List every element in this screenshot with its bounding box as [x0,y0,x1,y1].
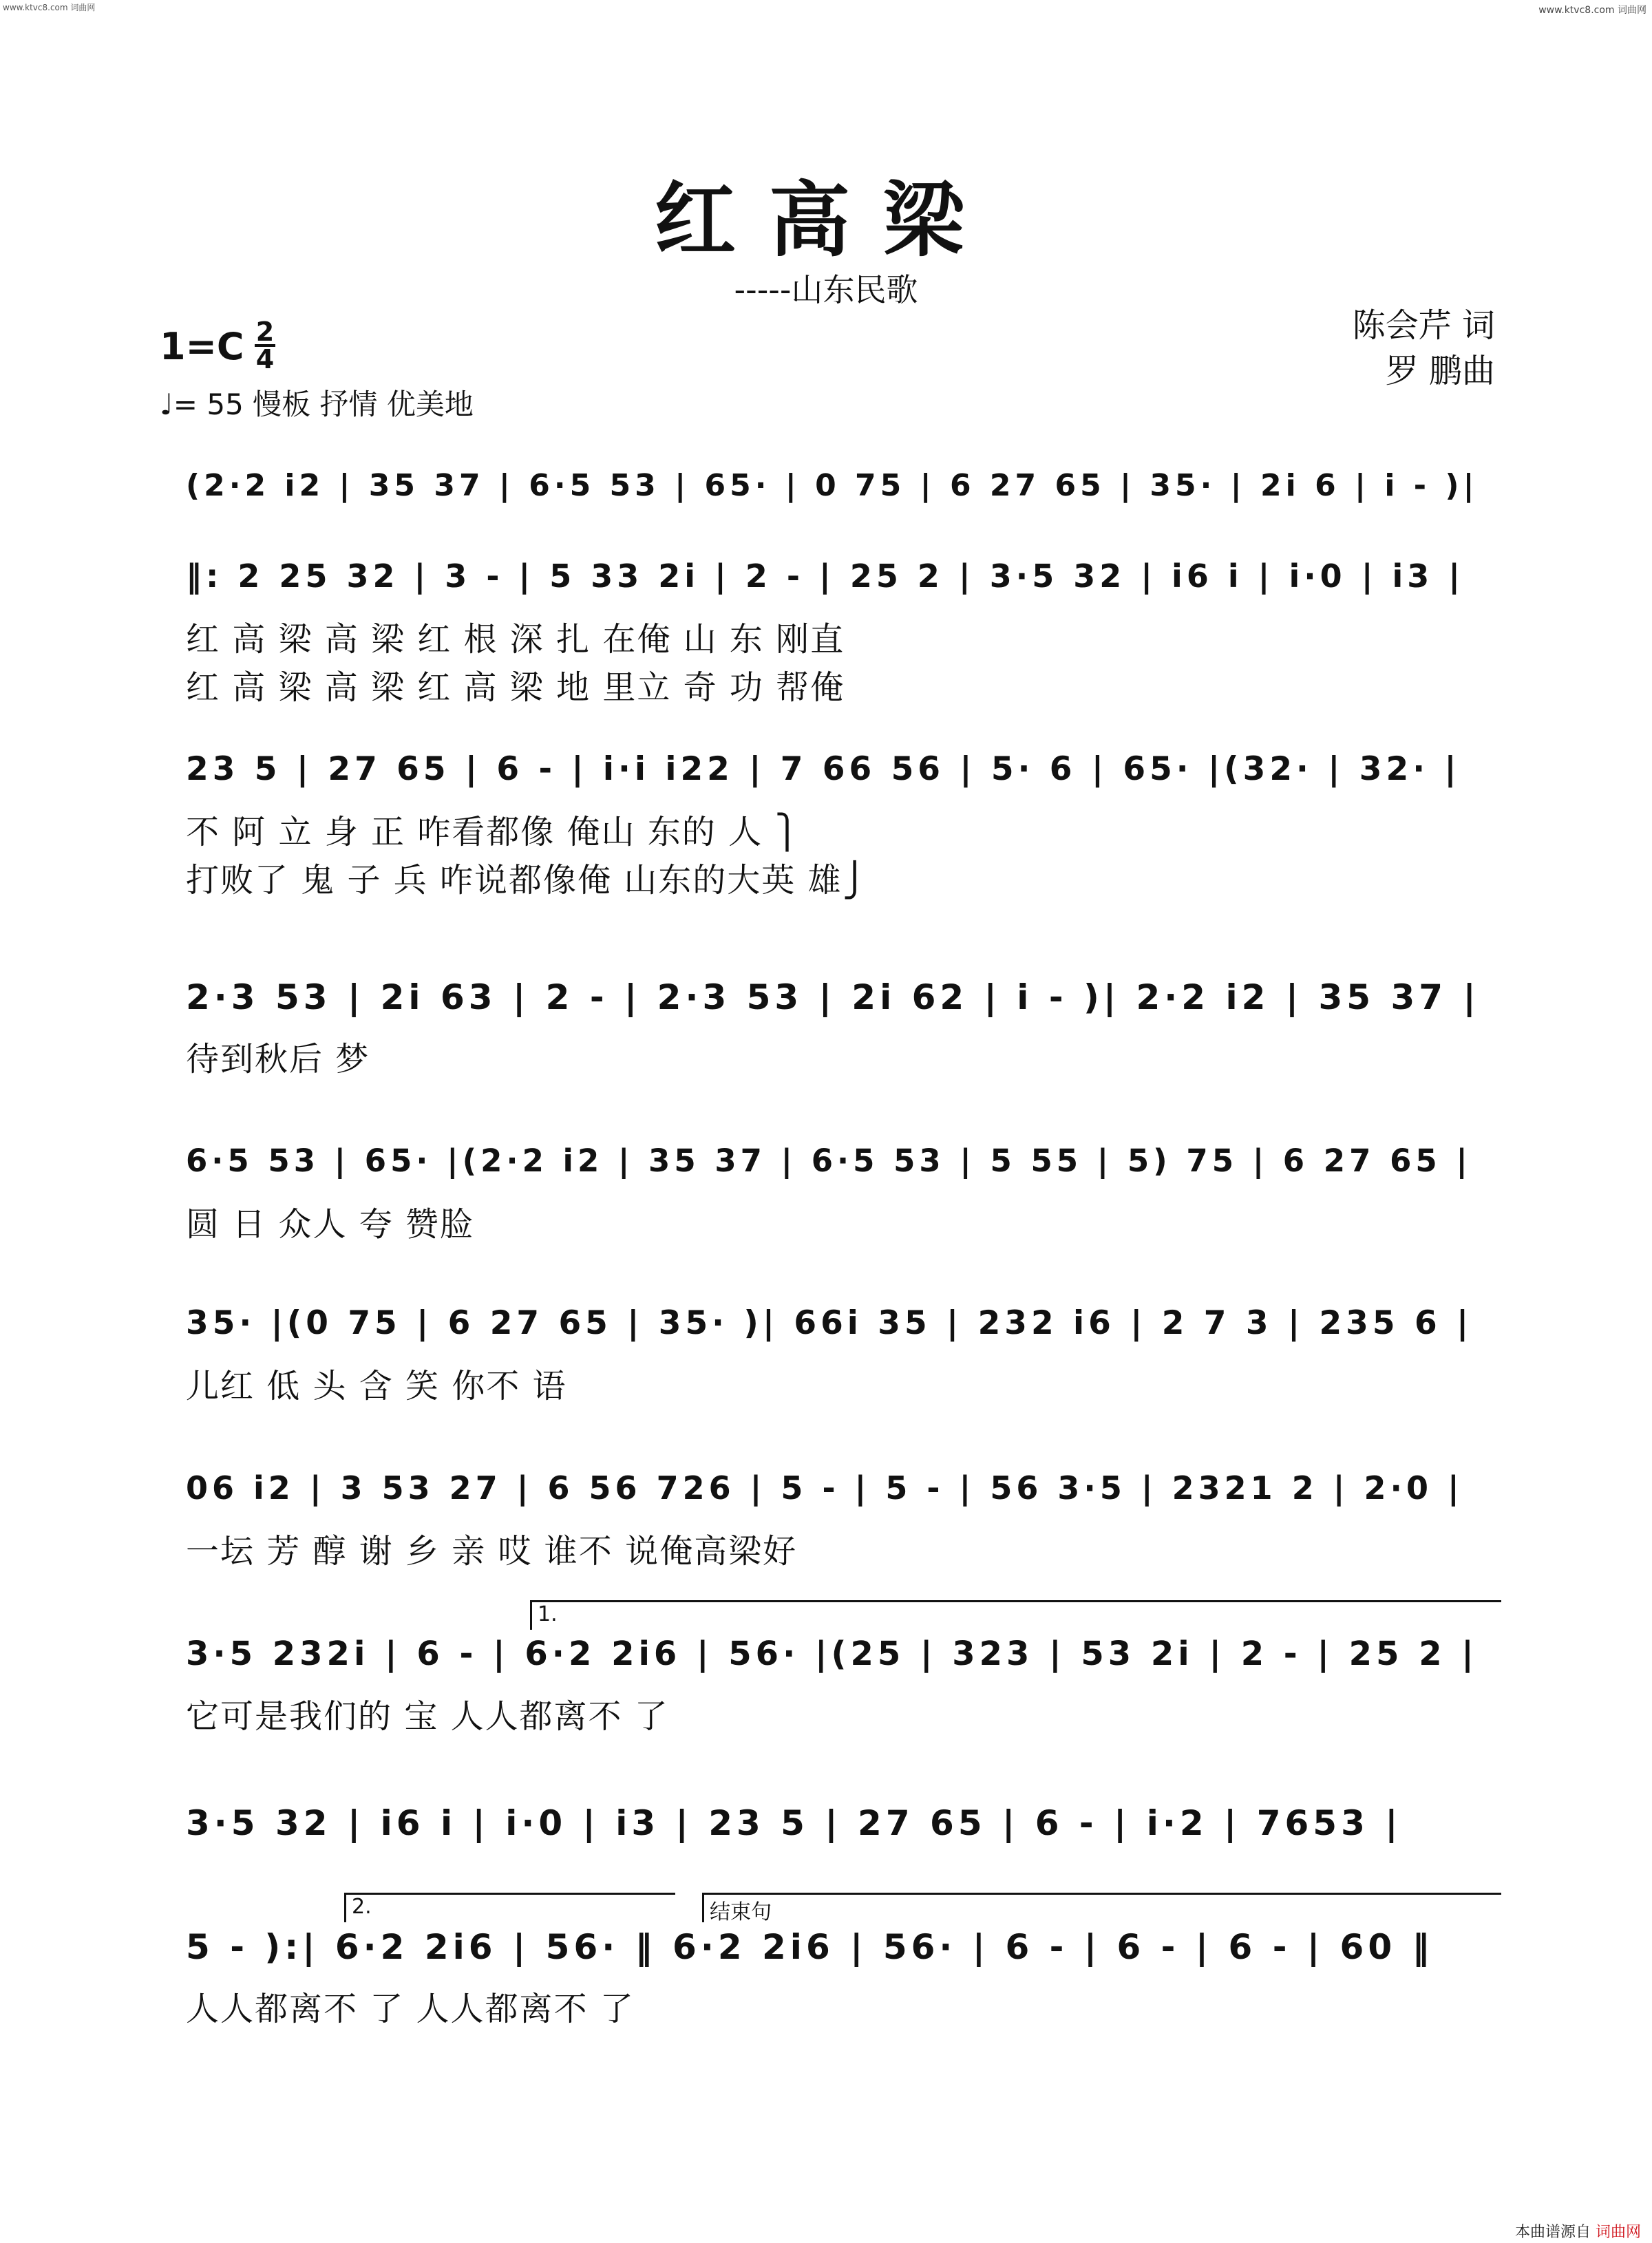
notation-line: (2·2 i2 | 35 37 | 6·5 53 | 65· | 0 75 | 6 27 65 | 35· | 2i 6 | i - )| [186,468,1479,503]
lyric-line: 打败了 鬼 子 兵 咋说都像俺 山东的大英 雄⎭ [186,861,869,900]
lyric-line: 它可是我们的 宝 人人都离不 了 [186,1697,669,1736]
time-signature-bottom: 4 [255,344,275,374]
key-signature: 1=C [160,325,244,368]
lyric-line: 儿红 低 头 含 笑 你不 语 [186,1367,567,1405]
site-watermark-left: www.ktvc8.com 词曲网 [3,3,96,12]
notation-line: 2·3 53 | 2i 63 | 2 - | 2·3 53 | 2i 62 | i - )| 2·2 i2 | 35 37 | [186,977,1480,1017]
volta-bracket: 1. [530,1600,1501,1630]
footer-source [1515,2220,1641,2242]
time-signature-top: 2 [255,317,275,347]
credits [1353,303,1495,394]
notation-line: 23 5 | 27 65 | 6 - | i·i i22 | 7 66 56 | 5· 6 | 65· |(32· | 32· | [186,750,1461,788]
lyricist-credit: 陈会芹 词 [1352,306,1495,345]
notation-line: ‖: 2 25 32 | 3 - | 5 33 2i | 2 - | 25 2 | 3·5 32 | i6 i | i·0 | i3 | [186,557,1465,595]
coda-bracket: 结束句 [702,1893,1501,1922]
song-subtitle: -----山东民歌 [734,271,918,308]
lyric-line: 不 阿 立 身 正 咋看都像 俺山 东的 人 ⎫ [186,813,801,851]
lyric-line: 红 高 梁 高 梁 红 根 深 扎 在俺 山 东 刚直 [186,620,845,659]
lyric-line: 人人都离不 了 人人都离不 了 [186,1990,635,2028]
notation-line: 3·5 32 | i6 i | i·0 | i3 | 23 5 | 27 65 | 6 - | i·2 | 7653 | [186,1803,1402,1843]
lyric-line: 圆 日 众人 夸 赞脸 [186,1205,475,1244]
notation-line: 5 - ):| 6·2 2i6 | 56· ‖ 6·2 2i6 | 56· | 6 - | 6 - | 6 - | 60 ‖ [186,1927,1434,1967]
tempo-marking: ♩= 55 慢板 抒情 优美地 [160,387,474,421]
lyric-line: 红 高 梁 高 梁 红 高 梁 地 里立 奇 功 帮俺 [186,668,845,707]
footer-text: 本曲谱源自 [1514,2224,1591,2241]
notation-line: 35· |(0 75 | 6 27 65 | 35· )| 66i 35 | 232 i6 | 2 7 3 | 235 6 | [186,1304,1473,1342]
time-signature [255,319,275,372]
lyric-line: 一坛 芳 醇 谢 乡 亲 哎 谁不 说俺高梁好 [186,1532,798,1571]
footer-brand: 词曲网 [1595,2224,1641,2241]
site-watermark-right: www.ktvc8.com 词曲网 [1538,5,1646,16]
notation-line: 06 i2 | 3 53 27 | 6 56 726 | 5 - | 5 - | 56 3·5 | 2321 2 | 2·0 | [186,1469,1463,1507]
notation-line: 6·5 53 | 65· |(2·2 i2 | 35 37 | 6·5 53 | 5 55 | 5) 75 | 6 27 65 | [186,1142,1472,1179]
volta-bracket: 2. [344,1893,675,1922]
notation-line: 3·5 232i | 6 - | 6·2 2i6 | 56· |(25 | 323 | 53 2i | 2 - | 25 2 | [186,1635,1478,1673]
lyric-line: 待到秋后 梦 [186,1040,370,1078]
song-title: 红高梁 [654,172,997,268]
composer-credit: 罗 鹏曲 [1385,352,1495,390]
